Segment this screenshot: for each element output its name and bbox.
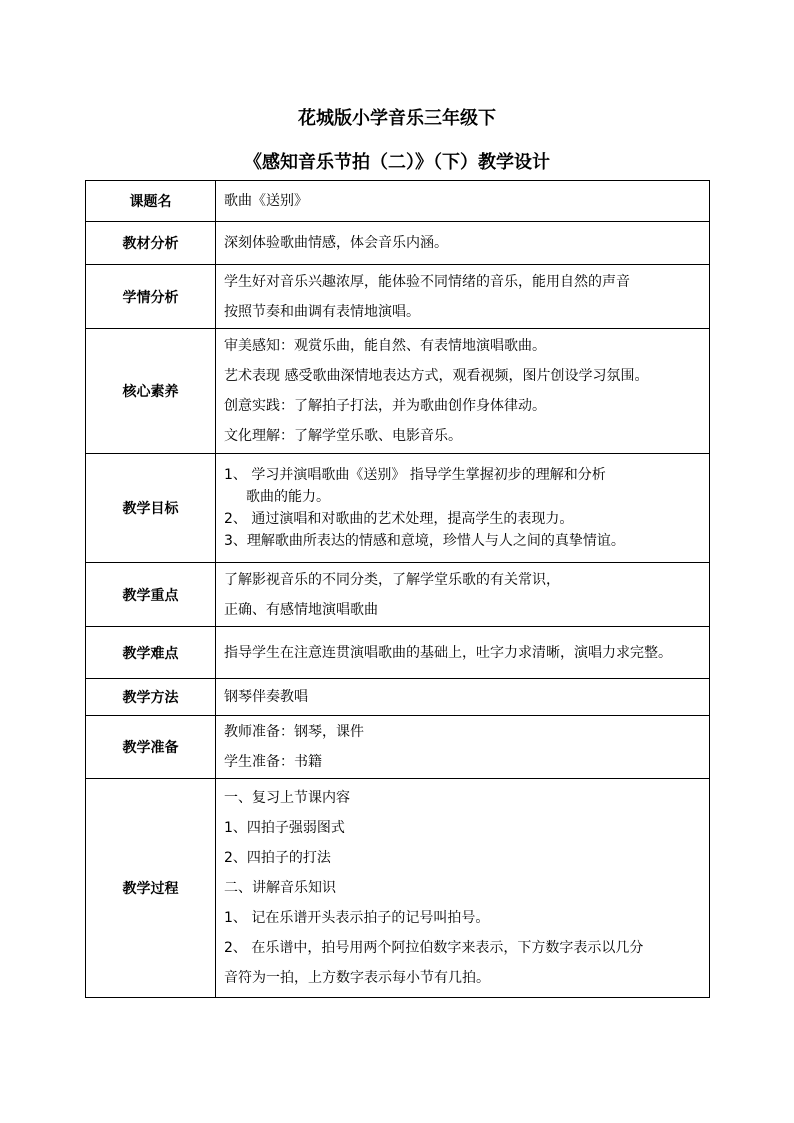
process-line: 音符为一拍，上方数字表示每小节有几拍。 [224,970,490,986]
label-topic: 课题名 [86,181,216,222]
difficulty-line: 指导学生在注意连贯演唱歌曲的基础上，吐字力求清晰，演唱力求完整。 [224,644,672,661]
document-title: 花城版小学音乐三年级下 [298,108,496,129]
row-method [86,679,710,716]
label-material: 教材分析 [86,222,216,265]
label-method: 教学方法 [86,679,216,716]
label-prep: 教学准备 [86,716,216,779]
prep-line: 学生准备：书籍 [224,754,322,770]
content-prep [216,716,710,779]
students-line: 按照节奏和曲调有表情地演唱。 [224,303,420,320]
label-core: 核心素养 [86,329,216,454]
material-line: 深刻体验歌曲情感，体会音乐内涵。 [224,235,448,251]
row-goals [86,454,710,563]
content-core [216,329,710,454]
label-process: 教学过程 [86,779,216,998]
label-goals: 教学目标 [86,454,216,563]
label-students: 学情分析 [86,265,216,329]
key-line: 正确、有感情地演唱歌曲 [224,601,378,618]
core-line: 创意实践：了解拍子打法，并为歌曲创作身体律动。 [224,398,546,414]
topic-line: 歌曲《送别》 [224,193,308,209]
row-topic [86,181,710,222]
process-line: 二、讲解音乐知识 [224,880,336,896]
content-students [216,265,710,329]
document-subtitle: 《感知音乐节拍（二）》（下）教学设计 [244,152,550,173]
goal-line: 3、理解歌曲所表达的情感和意境，珍惜人与人之间的真挚情谊。 [224,533,625,549]
core-line: 文化理解：了解学堂乐歌、电影音乐。 [224,428,462,444]
process-line: 1、四拍子强弱图式 [224,820,345,836]
core-line: 审美感知：观赏乐曲，能自然、有表情地演唱歌曲。 [224,338,546,354]
label-difficulty: 教学难点 [86,627,216,679]
row-students [86,265,710,329]
core-line: 艺术表现 感受歌曲深情地表达方式，观看视频，图片创设学习氛围。 [224,368,649,384]
students-line: 学生好对音乐兴趣浓厚，能体验不同情绪的音乐，能用自然的声音 [224,273,630,290]
content-topic [216,181,710,222]
process-line: 2、四拍子的打法 [224,850,331,866]
key-line: 了解影视音乐的不同分类，了解学堂乐歌的有关常识， [224,571,560,588]
goal-line: 2、 通过演唱和对歌曲的艺术处理，提高学生的表现力。 [224,511,574,527]
lesson-plan-table [85,180,710,998]
row-key [86,563,710,627]
row-core [86,329,710,454]
row-prep [86,716,710,779]
content-process [216,779,710,998]
row-material [86,222,710,265]
content-key [216,563,710,627]
goal-line: 1、 学习并演唱歌曲《送别》 指导学生掌握初步的理解和分析 [224,467,606,483]
content-goals [216,454,710,563]
row-difficulty [86,627,710,679]
goal-line: 歌曲的能力。 [246,489,330,505]
content-material [216,222,710,265]
content-method [216,679,710,716]
row-process [86,779,710,998]
label-key: 教学重点 [86,563,216,627]
process-line: 2、 在乐谱中，拍号用两个阿拉伯数字来表示，下方数字表示以几分 [224,940,644,956]
content-difficulty [216,627,710,679]
process-line: 1、 记在乐谱开头表示拍子的记号叫拍号。 [224,910,490,926]
process-line: 一、复习上节课内容 [224,790,350,806]
prep-line: 教师准备：钢琴，课件 [224,724,364,740]
method-line: 钢琴伴奏教唱 [224,689,308,705]
